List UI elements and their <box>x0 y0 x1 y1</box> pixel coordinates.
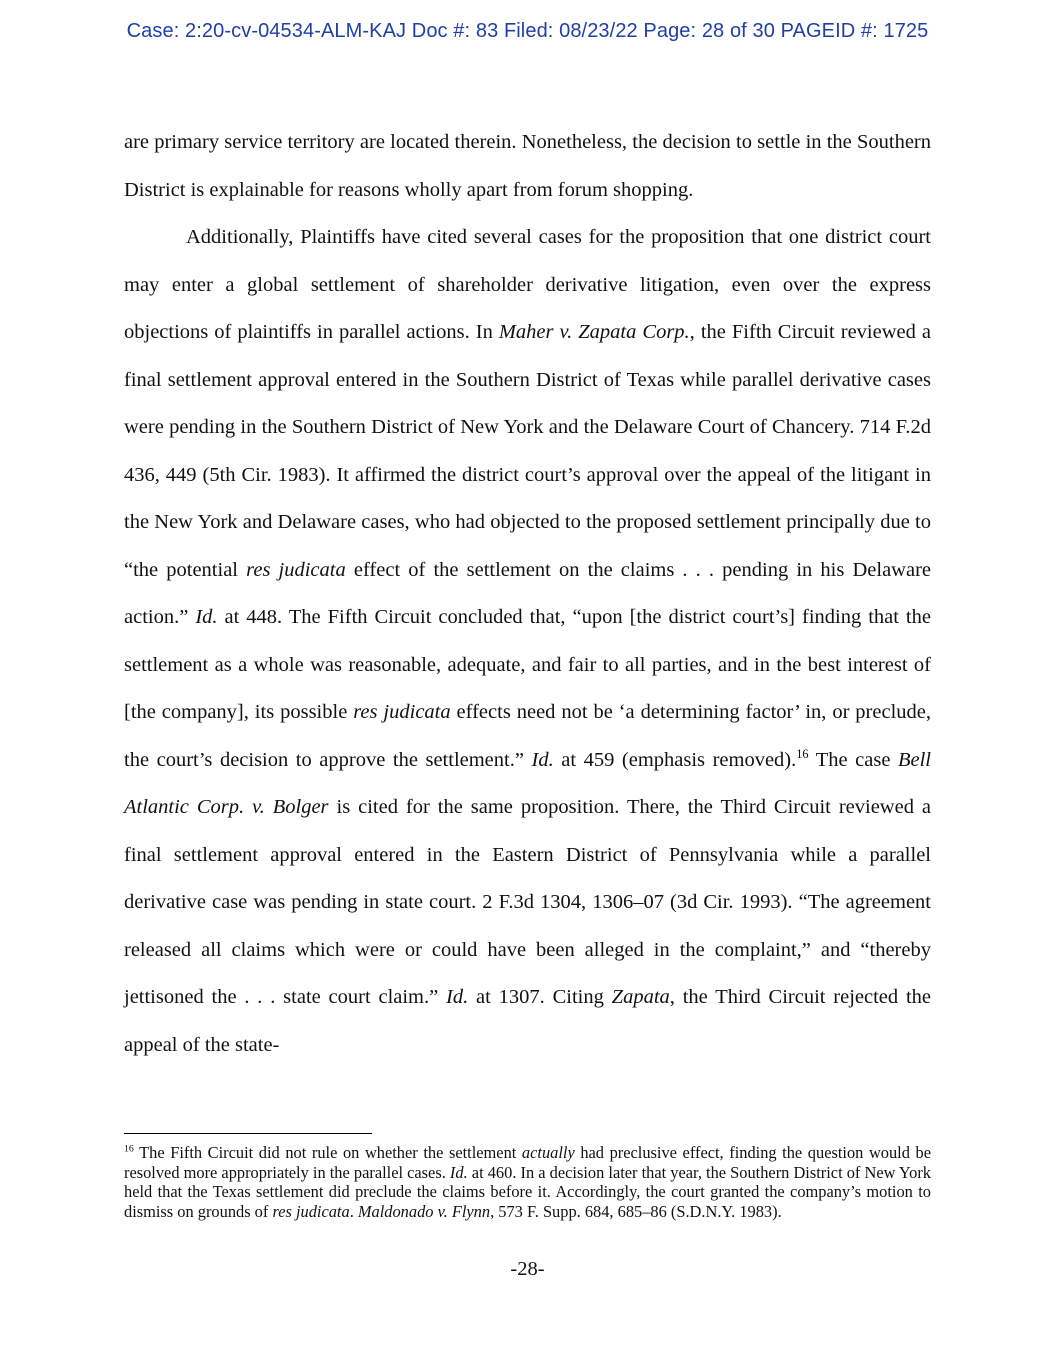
case-name-maher: Maher v. Zapata Corp. <box>498 321 690 343</box>
footnote-number: 16 <box>124 1143 134 1155</box>
case-header: Case: 2:20-cv-04534-ALM-KAJ Doc #: 83 Filed: 08/23/22 Page: 28 of 30 PAGEID #: 1725 <box>126 20 929 42</box>
page-number: -28- <box>510 1258 545 1280</box>
paragraph-continued: are primary service territory are located therein. Nonetheless, the decision to settle in the Southern District is explainable for reasons wholly apart from forum shopping. <box>124 131 931 201</box>
paragraph-main: Additionally, Plaintiffs have cited several cases for the proposition that one district court may enter a global settlement of shareholder derivative litigation, even over the express objections of plaintiffs in parallel actions. In Maher v. Zapata Corp., the Fifth Circuit reviewed a final settlement approval entered in the Southern District of Texas while parallel derivative cases were pending in the Southern District of New York and the Delaware Court of Chancery. 714 F.2d 436, 449 (5th Cir. 1983). It affirmed the district court’s approval over the appeal of the litigant in the New York and Delaware cases, who had objected to the proposed settlement principally due to “the potential res judicata effect of the settlement on the claims . . . pending in his Delaware action.” Id. at 448. The Fifth Circuit concluded that, “upon [the district court’s] finding that the settlement as a whole was reasonable, adequate, and fair to all parties, and in the best interest of [the company], its possible res judicata effects need not be ‘a determining factor’ in, or preclude, the court’s decision to approve the settlement.” Id. at 459 (emphasis removed).$^{16}$ The case Bell Atlantic Corp. v. Bolger is cited for the same proposition. There, the Third Circuit reviewed a final settlement approval entered in the Eastern District of Pennsylvania while a parallel derivative case was pending in state court. 2 F.3d 1304, 1306–07 (3d Cir. 1993). “The agreement released all claims which were or could have been alleged in the complaint,” and “thereby jettisoned the . . . state court claim.” Id. at 1307. Citing Zapata, the Third Circuit rejected the appeal of the state- <box>124 226 932 1056</box>
body-text <box>124 119 931 1069</box>
footnote-separator <box>124 1133 372 1134</box>
footnote-reference: 16 <box>796 746 809 761</box>
case-name-bell-atlantic: Bell Atlantic Corp. v. Bolger <box>124 748 931 818</box>
footnote: $^{16}$ The Fifth Circuit did not rule on whether the settlement actually had preclusive effect, finding the question would be resolved more appropriately in the parallel cases. Id. at 460. In a decision later that year, the Southern District of New York held that the Texas settlement did preclude the claims before it. Accordingly, the court granted the company’s motion to dismiss on grounds of res judicata. Maldonado v. Flynn, 573 F. Supp. 684, 685–86 (S.D.N.Y. 1983). <box>124 1143 931 1221</box>
